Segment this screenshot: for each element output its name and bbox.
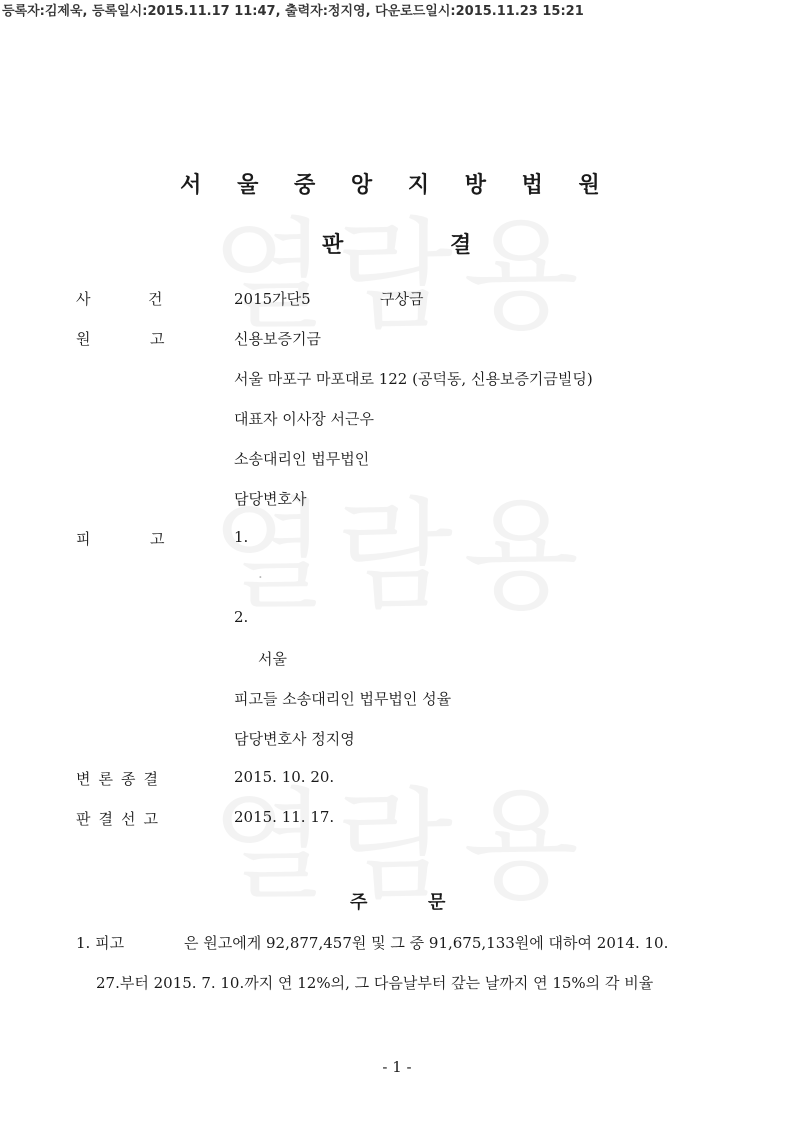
sentence-label: 판결선고 (76, 810, 166, 828)
download-info-header: 등록자:김제욱, 등록일시:2015.11.17 11:47, 출력자:정지영, 다운로드일시:2015.11.23 15:21 (2, 4, 584, 19)
order-line-2: 27.부터 2015. 7. 10.까지 연 12%의, 그 다음날부터 갚는 날까지 연 15%의 각 비율 (96, 974, 654, 992)
watermark-middle (200, 460, 600, 632)
plaintiff-representative: 대표자 이사장 서근우 (234, 410, 374, 428)
case-number: 2015가단5 (234, 290, 311, 308)
court-name: 서 울 중 앙 지 방 법 원 (180, 173, 614, 198)
plaintiff-law-firm: 소송대리인 법무법인 (234, 450, 370, 468)
defendant-2-address: 서울 (258, 650, 287, 668)
defendant-1: 1. (234, 528, 249, 546)
case-label-right: 건 (148, 290, 163, 308)
judgment-title-left: 판 (322, 233, 344, 258)
defendants-law-firm: 피고들 소송대리인 법무법인 성율 (234, 690, 452, 708)
closing-date: 2015. 10. 20. (234, 768, 335, 786)
page-number: - 1 - (382, 1058, 412, 1076)
sentence-date: 2015. 11. 17. (234, 808, 335, 826)
watermark-top (200, 180, 600, 352)
judgment-title-right: 결 (450, 233, 472, 258)
plaintiff-name: 신용보증기금 (234, 330, 321, 348)
order-line-1-start: 1. 피고 (76, 934, 125, 952)
case-label-left: 사 (76, 290, 91, 308)
defendants-attorney: 담당변호사 정지영 (234, 730, 355, 748)
defendant-label-left: 피 (76, 530, 91, 548)
defendant-1-address: · (258, 568, 263, 586)
plaintiff-label-left: 원 (76, 330, 91, 348)
plaintiff-address: 서울 마포구 마포대로 122 (공덕동, 신용보증기금빌딩) (234, 370, 593, 388)
order-line-1-rest: 은 원고에게 92,877,457원 및 그 중 91,675,133원에 대하여 2014. 10. (184, 934, 669, 952)
plaintiff-attorney: 담당변호사 (234, 490, 307, 508)
defendant-2: 2. (234, 608, 249, 626)
defendant-label-right: 고 (150, 530, 165, 548)
case-type: 구상금 (380, 290, 424, 308)
plaintiff-label-right: 고 (150, 330, 165, 348)
closing-label: 변론종결 (76, 770, 166, 788)
order-title-right: 문 (428, 892, 446, 913)
order-title-left: 주 (350, 892, 368, 913)
